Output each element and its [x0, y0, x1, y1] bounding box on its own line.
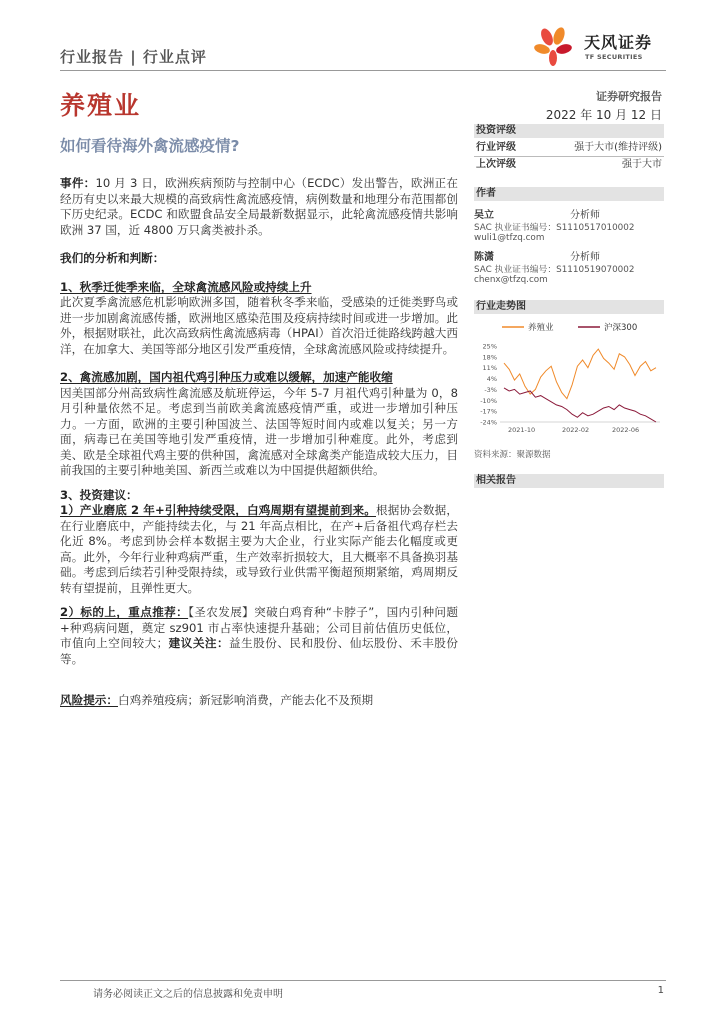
- risk-heading: 风险提示：: [60, 693, 118, 707]
- section-3-p2-heading2: 建议关注：: [168, 636, 230, 650]
- industry-rating-value: 强于大市(维持评级): [574, 142, 662, 153]
- section-3-p1-text: 根据协会数据，在行业磨底中，产能持续去化，与 21 年高点相比，在产+后备祖代鸡存栏去化近 8%。考虑到协会样本数据主要为大企业，行业实际产能去化幅度或更高。此外，今年行业种鸡病严重，生产效率折损较大，且大概率不具备换羽基础。考虑到后续若引种受限持续，或导致行业供需平衡超预期紧缩，鸡周期反转有望提前，且弹性更大。: [60, 503, 458, 595]
- risk-text: 白鸡养殖疫病；新冠影响消费，产能去化不及预期: [117, 693, 374, 707]
- footer-divider: [60, 980, 666, 981]
- y-tick-label: 18%: [482, 353, 497, 362]
- chart-source: 资料来源：聚源数据: [474, 450, 551, 460]
- industry-rating-row: [474, 140, 664, 155]
- section-3-p2-heading: 2）标的上，重点推荐：: [60, 605, 189, 619]
- series-line-1: [504, 388, 656, 422]
- logo-name-cn: 天风证券: [584, 33, 653, 52]
- author-1-email[interactable]: wuli1@tfzq.com: [474, 233, 545, 243]
- legend-label-1: 沪深300: [604, 323, 638, 333]
- report-type: 行业报告 | 行业点评: [60, 48, 207, 66]
- last-rating-label: 上次评级: [476, 159, 516, 170]
- y-tick-label: -10%: [480, 396, 497, 405]
- y-tick-label: -3%: [484, 385, 497, 394]
- event-label: 事件：: [60, 176, 96, 190]
- section-3-paragraph-1: [60, 503, 458, 596]
- industry-title: 养殖业: [60, 91, 142, 120]
- authors-heading: 作者: [474, 187, 664, 201]
- page-number: 1: [657, 985, 664, 996]
- report-title: 如何看待海外禽流感疫情?: [60, 137, 240, 155]
- x-tick-label: 2022-06: [612, 426, 640, 434]
- section-2-heading: 2、禽流感加剧，国内祖代鸡引种压力或难以缓解，加速产能收缩: [60, 370, 393, 384]
- section-3-heading: 3、投资建议：: [60, 487, 138, 502]
- y-tick-label: 25%: [482, 342, 497, 351]
- risk-paragraph: [60, 693, 458, 709]
- main-content: [60, 176, 458, 709]
- x-tick-label: 2021-10: [508, 426, 536, 434]
- series-line-0: [504, 349, 656, 399]
- x-tick-label: 2022-02: [562, 426, 590, 434]
- section-3-p1-heading: 1）产业磨底 2 年+引种持续受限，白鸡周期有望提前到来。: [60, 503, 376, 517]
- author-2-name: 陈潇: [474, 252, 494, 263]
- section-1-text: 此次夏季禽流感危机影响欧洲多国，随着秋冬季来临，受感染的迁徙类野鸟或进一步加剧禽流感传播，欧洲地区感染范围及疫病持续时间或进一步增加。此外，根据财联社，此次高致病性禽流感病毒（HPAI）首次沿迁徙路线跨越大西洋，在加拿大、美国等部分地区引发严重疫情，全球禽流感风险或持续提升。: [60, 295, 458, 356]
- event-text: 10 月 3 日，欧洲疾病预防与控制中心（ECDC）发出警告，欧洲正在经历有史以来最大规模的高致病性禽流感疫情，病例数量和地理分布范围都创下历史纪录。ECDC 和欧盟食品安全局最新数据显示，此轮禽流感疫情共影响欧洲 37 国，近 4800 万只禽类被扑杀。: [60, 176, 458, 237]
- last-rating-row: [474, 157, 664, 172]
- related-heading: 相关报告: [474, 474, 664, 488]
- author-1-name: 吴立: [474, 210, 494, 221]
- author-1: [474, 206, 664, 243]
- author-2: [474, 248, 664, 285]
- section-3-paragraph-2: [60, 605, 458, 667]
- industry-rating-label: 行业评级: [476, 142, 516, 153]
- industry-trend-chart: [474, 318, 664, 442]
- section-3-p2-text1: 【圣农发展】突破白鸡育种“卡脖子”，国内引种问题+种鸡病问题，奠定 sz901 市占率快速提升基础；公司目前估值历史低位，市值向上空间较大；: [60, 605, 458, 650]
- author-1-role: 分析师: [570, 210, 600, 221]
- footer-disclaimer[interactable]: 请务必阅读正文之后的信息披露和免责申明: [93, 989, 283, 1000]
- analysis-heading: 我们的分析和判断：: [60, 251, 165, 265]
- logo-name-en: TF SECURITIES: [585, 53, 643, 61]
- section-1-heading: 1、秋季迁徙季来临，全球禽流感风险或持续上升: [60, 279, 312, 294]
- rating-heading: 投资评级: [474, 124, 664, 138]
- y-tick-label: 11%: [482, 364, 497, 373]
- legend-label-0: 养殖业: [528, 323, 554, 333]
- section-2-text: 因美国部分州高致病性禽流感及航班停运，今年 5-7 月祖代鸡引种量为 0，8 月引种量依然不足。考虑到当前欧美禽流感疫情严重，或进一步增加引种压力。一方面，欧洲的主要引种国波兰、法国等短时间内或难以复关；另一方面，病毒已在美国等地引发严重疫情，进一步增加引种难度。此外，考虑到美、欧是全球祖代鸡主要的供种国，禽流感对全球禽类产能造成较大压力，目前我国的主要引种地美国、新西兰或难以为中国提供超额供给。: [60, 385, 458, 477]
- author-2-sac: SAC 执业证书编号：S1110519070002: [474, 265, 635, 275]
- report-label: 证券研究报告: [596, 90, 662, 103]
- author-2-role: 分析师: [570, 252, 600, 263]
- y-tick-label: -17%: [480, 407, 497, 416]
- author-1-sac: SAC 执业证书编号：S1110517010002: [474, 223, 635, 233]
- last-rating-value: 强于大市: [622, 159, 662, 170]
- report-date: 2022 年 10 月 12 日: [545, 108, 662, 122]
- y-tick-label: -24%: [480, 418, 497, 427]
- event-paragraph: [60, 176, 458, 238]
- trend-heading: 行业走势图: [474, 300, 664, 314]
- section-3-p2-text2: 益生股份、民和股份、仙坛股份、禾丰股份等。: [60, 636, 458, 666]
- author-2-email[interactable]: chenx@tfzq.com: [474, 275, 548, 285]
- y-tick-label: 4%: [486, 375, 497, 384]
